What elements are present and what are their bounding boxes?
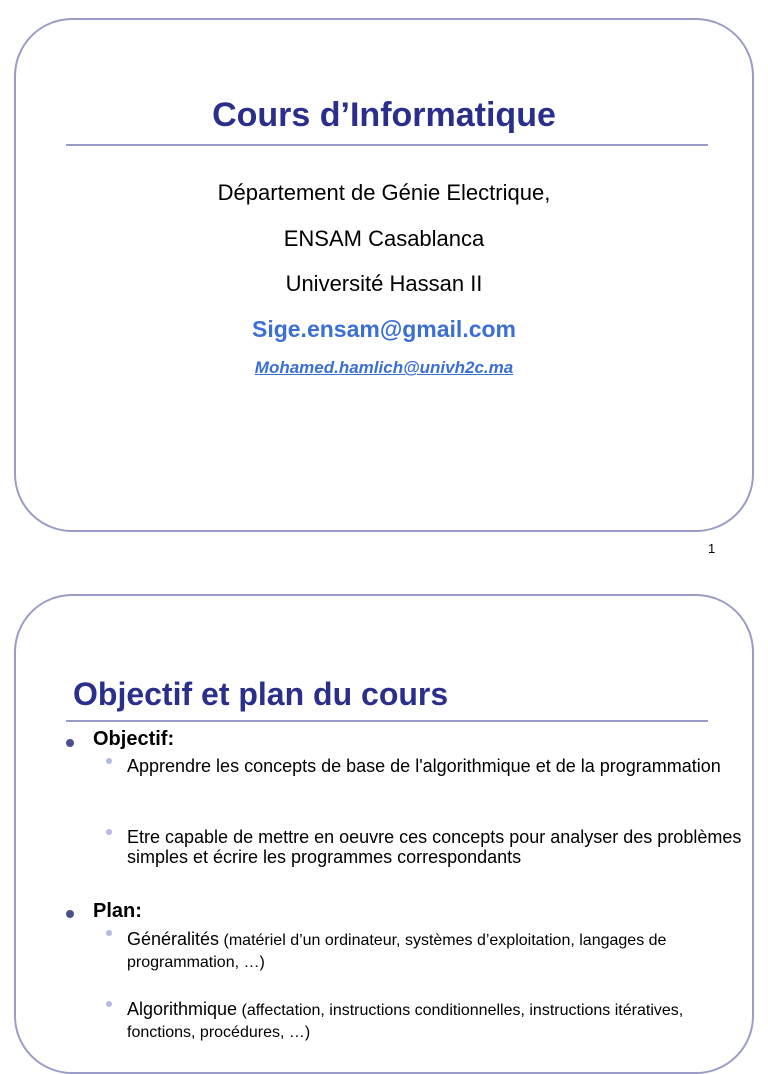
- list-item-text: Généralités: [127, 929, 220, 949]
- slide-2: [14, 594, 754, 1074]
- list-item-note: (affectation, instructions conditionnelles, instructions itératives, fonctions, procédures, …): [127, 1002, 684, 1041]
- slide-title: Cours d’Informatique: [212, 96, 556, 134]
- university-line: Université Hassan II: [285, 271, 483, 296]
- sub-bullet-icon: [106, 930, 112, 936]
- sub-bullet-icon: [106, 1001, 112, 1007]
- list-item-text: Apprendre les concepts de base de l'algorithmique et de la programmation: [127, 756, 721, 776]
- list-item-text: Etre capable de mettre en oeuvre ces concepts pour analyser des problèmes simples et écrire les programmes correspondants: [127, 827, 742, 867]
- department-line: Département de Génie Electrique,: [217, 180, 551, 205]
- list-item-text: Algorithmique: [127, 999, 238, 1019]
- list-item: [127, 827, 749, 869]
- list-item: [127, 756, 749, 778]
- list-item: [127, 999, 749, 1043]
- slide-1: [14, 18, 754, 532]
- section-heading-objectif: Objectif:: [93, 728, 175, 750]
- sub-bullet-icon: [106, 829, 112, 835]
- school-line: ENSAM Casablanca: [283, 226, 485, 251]
- sub-bullet-icon: [106, 758, 112, 764]
- list-item-note: (matériel d’un ordinateur, systèmes d’exploitation, langages de programmation, …): [127, 932, 667, 971]
- list-item: [127, 929, 749, 973]
- primary-email-link[interactable]: Sige.ensam@gmail.com: [251, 316, 517, 342]
- page-number: 1: [708, 541, 716, 556]
- title-divider: [66, 144, 708, 146]
- secondary-email-link[interactable]: Mohamed.hamlich@univh2c.ma: [254, 358, 514, 377]
- title-divider: [66, 720, 708, 722]
- bullet-icon: [66, 910, 74, 918]
- slide-title: Objectif et plan du cours: [73, 676, 449, 712]
- bullet-icon: [66, 739, 74, 747]
- section-heading-plan: Plan:: [93, 900, 142, 922]
